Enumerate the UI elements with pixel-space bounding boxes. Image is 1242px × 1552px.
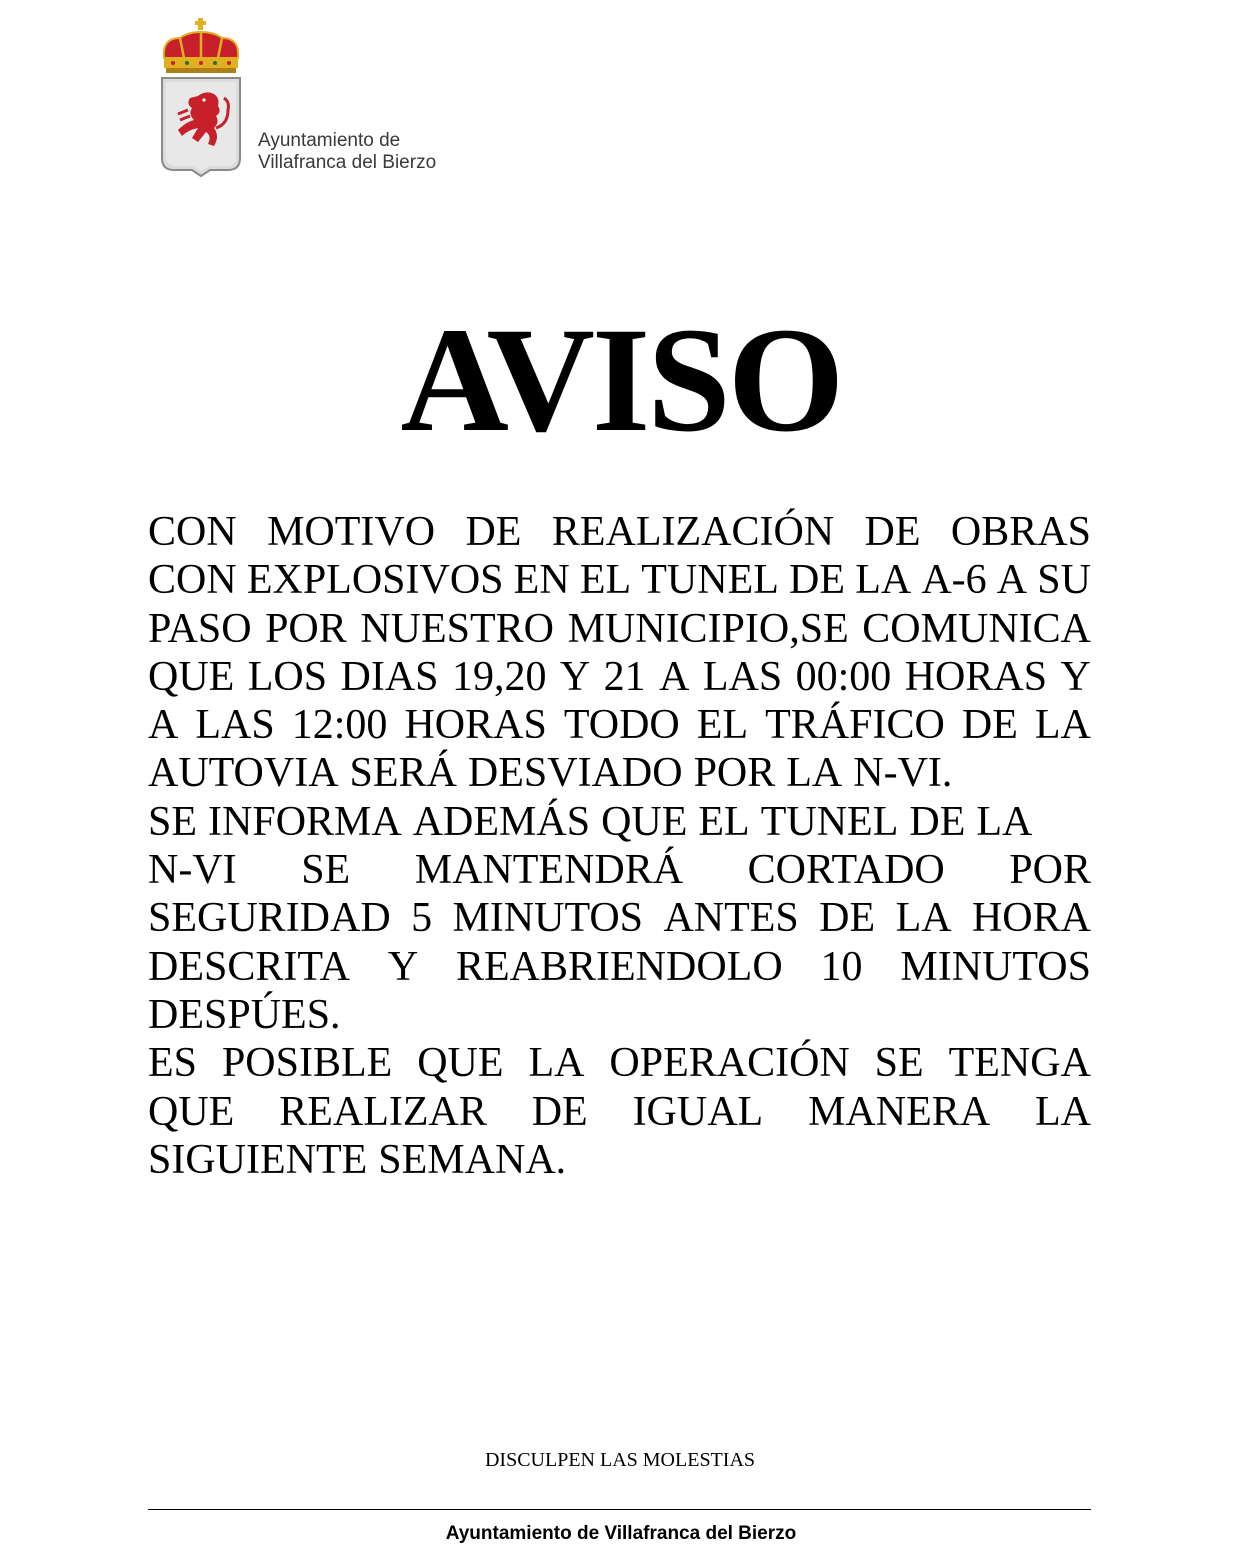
body-word: Y bbox=[387, 943, 419, 990]
body-line bbox=[148, 846, 1091, 894]
body-word: HORA bbox=[971, 895, 1091, 942]
body-word: A bbox=[659, 653, 690, 700]
body-word: POSIBLE bbox=[221, 1040, 393, 1087]
body-word: TRÁFICO bbox=[765, 702, 945, 749]
letterhead bbox=[158, 18, 478, 183]
body-word: NUESTRO bbox=[360, 605, 555, 652]
body-word: TUNEL bbox=[641, 557, 779, 604]
body-word: ANTES bbox=[663, 895, 799, 942]
body-line bbox=[148, 556, 1091, 604]
body-word: POR bbox=[1009, 847, 1091, 894]
body-word: SEGURIDAD bbox=[148, 895, 391, 942]
body-word: MUNICIPIO,SE bbox=[567, 605, 849, 652]
body-word: SEMANA. bbox=[378, 1136, 567, 1183]
body-word: 00:00 bbox=[795, 653, 892, 700]
notice-body bbox=[148, 508, 1091, 1184]
body-word: A-6 bbox=[921, 557, 987, 604]
body-word: EL bbox=[698, 798, 750, 845]
body-word: TUNEL bbox=[760, 798, 899, 845]
body-word: LA bbox=[976, 798, 1033, 845]
body-word: EL bbox=[579, 557, 632, 604]
body-word: Y bbox=[1060, 653, 1091, 700]
body-word: INFORMA bbox=[208, 798, 402, 845]
body-word: A bbox=[148, 702, 179, 749]
body-line bbox=[148, 653, 1091, 701]
body-word: N-VI. bbox=[853, 750, 953, 797]
body-word: OPERACIÓN bbox=[609, 1040, 850, 1087]
body-word: CORTADO bbox=[747, 847, 945, 894]
body-line bbox=[148, 894, 1091, 942]
footer-divider bbox=[148, 1509, 1091, 1510]
body-line bbox=[148, 605, 1091, 653]
body-word: 5 bbox=[411, 895, 433, 942]
body-word: QUE bbox=[148, 653, 235, 700]
body-word: LA bbox=[1034, 702, 1091, 749]
body-word: OBRAS bbox=[950, 509, 1091, 555]
body-line bbox=[148, 1088, 1091, 1136]
body-word: IGUAL bbox=[632, 1088, 764, 1135]
body-word: QUE bbox=[417, 1040, 504, 1087]
body-word: MANERA bbox=[808, 1088, 991, 1135]
body-word: HORAS bbox=[404, 702, 547, 749]
body-word: LA bbox=[528, 1040, 585, 1087]
body-word: LAS bbox=[195, 702, 275, 749]
body-word: QUE bbox=[148, 1088, 235, 1135]
body-word: COMUNICA bbox=[862, 605, 1091, 652]
body-word: 12:00 bbox=[291, 702, 388, 749]
crown-icon bbox=[164, 18, 238, 73]
body-word: SE bbox=[148, 798, 198, 845]
notice-title: AVISO bbox=[400, 297, 842, 463]
body-line bbox=[148, 1039, 1091, 1087]
body-word: EN bbox=[513, 557, 570, 604]
body-word: DIAS bbox=[340, 653, 439, 700]
body-word: TENGA bbox=[948, 1040, 1091, 1087]
body-line bbox=[148, 1136, 1091, 1184]
body-word: DE bbox=[864, 509, 921, 555]
body-word: EL bbox=[696, 702, 749, 749]
body-line bbox=[148, 749, 1091, 797]
body-word: ES bbox=[148, 1040, 198, 1087]
body-word: EXPLOSIVOS bbox=[246, 557, 504, 604]
body-word: 10 bbox=[820, 943, 863, 990]
body-word: SIGUIENTE bbox=[148, 1136, 368, 1183]
body-word: REABRIENDOLO bbox=[456, 943, 783, 990]
body-word: DE bbox=[465, 509, 522, 555]
body-word: AUTOVIA bbox=[148, 750, 339, 797]
organization-name bbox=[258, 130, 436, 174]
body-word: CON bbox=[148, 509, 237, 555]
body-word: 21 bbox=[603, 653, 646, 700]
body-word: REALIZAR bbox=[279, 1088, 487, 1135]
body-line bbox=[148, 943, 1091, 991]
body-word: MINUTOS bbox=[900, 943, 1091, 990]
body-word: PASO bbox=[148, 605, 252, 652]
body-line bbox=[148, 991, 1091, 1039]
body-word: POR bbox=[265, 605, 347, 652]
body-word: TODO bbox=[563, 702, 680, 749]
footer-organization: Ayuntamiento de Villafranca del Bierzo bbox=[445, 1523, 797, 1544]
body-word: LA bbox=[855, 557, 912, 604]
coat-of-arms-icon bbox=[158, 18, 244, 178]
body-word: ADEMÁS bbox=[412, 798, 591, 845]
organization-name-line2: Villafranca del Bierzo bbox=[258, 152, 437, 173]
body-word: POR bbox=[693, 750, 776, 797]
body-word: DESCRITA bbox=[148, 943, 350, 990]
body-word: SE bbox=[301, 847, 351, 894]
body-word: CON bbox=[148, 557, 237, 604]
body-word: LAS bbox=[702, 653, 783, 700]
body-word: A bbox=[996, 557, 1028, 604]
body-word: SERÁ bbox=[349, 750, 457, 797]
body-word: REALIZACIÓN bbox=[551, 509, 835, 555]
body-word: LA bbox=[895, 895, 952, 942]
body-word: LOS bbox=[247, 653, 328, 700]
body-word: Y bbox=[559, 653, 591, 700]
body-word: DE bbox=[819, 895, 876, 942]
body-word: DE bbox=[961, 702, 1018, 749]
body-word: MOTIVO bbox=[267, 509, 436, 555]
body-word: LA bbox=[786, 750, 843, 797]
body-word: DESPÚES. bbox=[148, 991, 341, 1038]
body-line bbox=[148, 798, 1091, 846]
body-word: DE bbox=[789, 557, 846, 604]
body-word: DE bbox=[909, 798, 966, 845]
body-word: LA bbox=[1034, 1088, 1091, 1135]
body-word: DESVIADO bbox=[467, 750, 683, 797]
body-word: MINUTOS bbox=[452, 895, 644, 942]
body-word: MANTENDRÁ bbox=[414, 847, 684, 894]
body-word: SU bbox=[1037, 557, 1091, 604]
body-word: 19,20 bbox=[451, 653, 547, 700]
body-word: SE bbox=[874, 1040, 924, 1087]
apology-note: DISCULPEN LAS MOLESTIAS bbox=[484, 1449, 756, 1471]
body-word: QUE bbox=[601, 798, 688, 845]
body-word: DE bbox=[531, 1088, 588, 1135]
body-word: N-VI bbox=[148, 847, 237, 894]
body-line bbox=[148, 701, 1091, 749]
body-line bbox=[148, 508, 1091, 556]
body-word: HORAS bbox=[904, 653, 1048, 700]
organization-name-line1: Ayuntamiento de bbox=[258, 130, 401, 151]
